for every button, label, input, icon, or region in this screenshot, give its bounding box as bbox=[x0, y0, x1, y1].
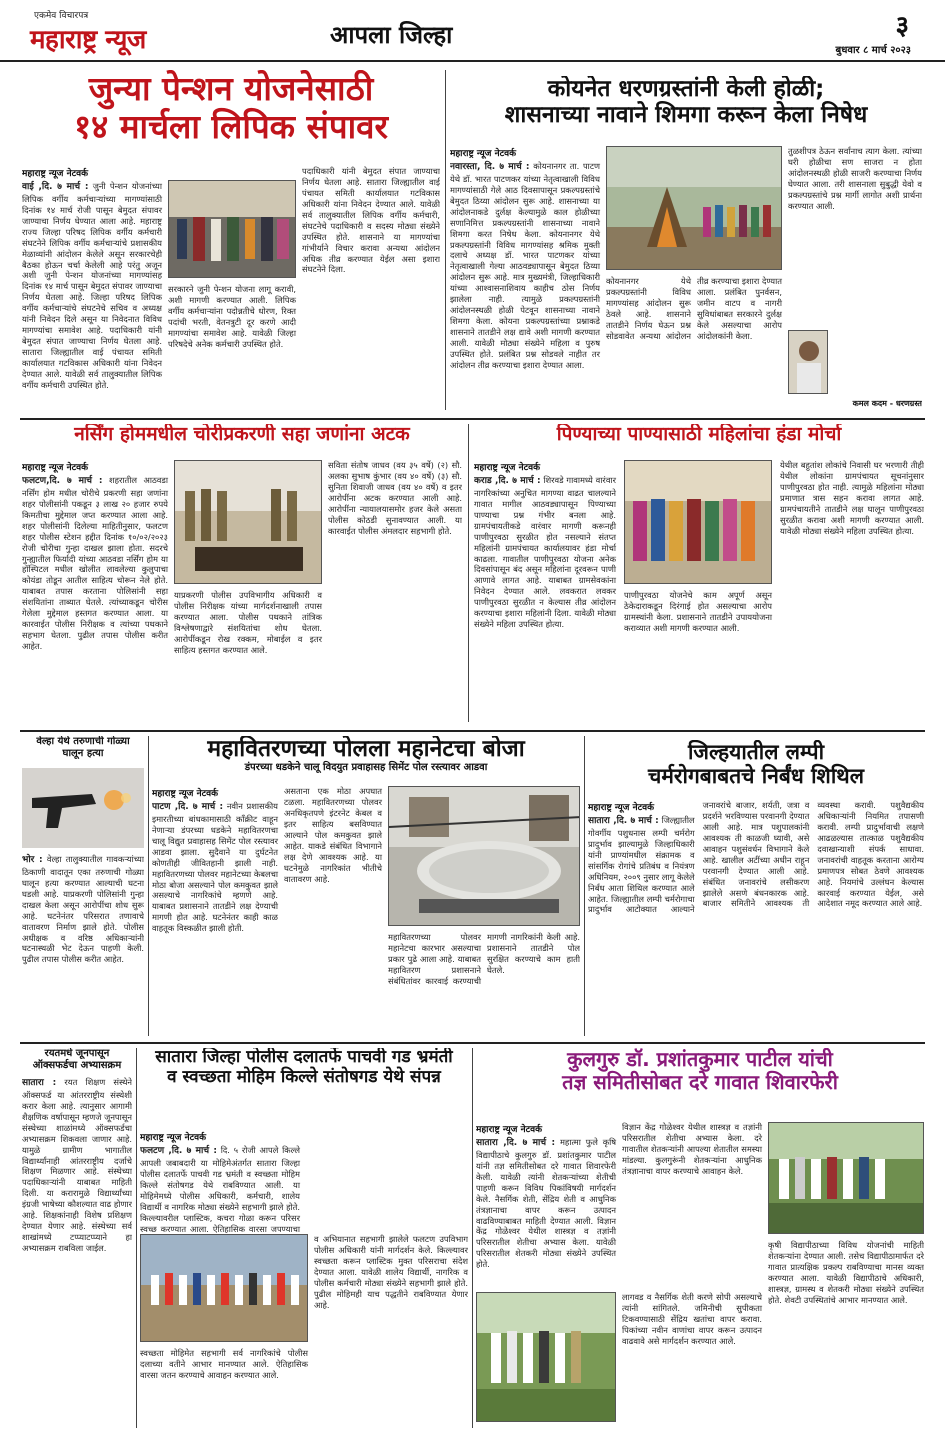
story-body bbox=[152, 801, 278, 934]
story-byline: महाराष्ट्र न्यूज नेटवर्क bbox=[22, 463, 89, 473]
section-divider bbox=[20, 730, 925, 732]
story-headline: कोयनेत धरणग्रस्तांनी केली होळी; bbox=[547, 76, 825, 102]
story-dateline: फलटण,दि. ७ मार्च : bbox=[22, 476, 103, 486]
story-headline: पिण्याच्या पाण्यासाठी महिलांचा हंडा मोर्चा bbox=[556, 424, 842, 445]
story-photo-2 bbox=[476, 1292, 616, 1422]
story-pension-strike bbox=[22, 70, 440, 410]
story-photo bbox=[606, 146, 782, 270]
story-body-continued: कोयनानगर येथे प्रकल्पग्रस्तांनी विविध मागण्यांसह आंदोलन सुरू ठेवले आहे. शासनाने तातडीने निर्णय घेऊन प्रश्न सोडवावेत अन्यथा आंदोलन तीव्र करण्याचा इशारा देण्यात आला. प्रलंबित पुनर्वसन, जमीन वाटप व नागरी सुविधांबाबत सरकारने दुर्लक्ष केले असल्याचा आरोप आंदोलकांनी केला. bbox=[606, 276, 782, 341]
story-body-lower: स्वच्छता मोहिमेत सहभागी सर्व नागरिकांचे पोलीस दलाच्या वतीने आभार मानण्यात आले. ऐतिहासिक वारसा जतन करण्याचे आवाहन करण्यात आले. bbox=[140, 1348, 308, 1380]
story-subheadline: डंपरच्या धडकेने चालू विदयुत प्रवाहासह सिमेंट पोल रस्त्यावर आडवा bbox=[244, 762, 488, 774]
story-dateline: सातारा ,दि. ७ मार्च : bbox=[476, 1138, 556, 1148]
story-headline: जिल्हयातील लम्पी bbox=[687, 740, 825, 764]
story-headline: महावितरणच्या पोलला महानेटचा बोजा bbox=[207, 736, 525, 762]
story-headline-line2: शासनाच्या नावाने शिमगा करून केला निषेध bbox=[504, 102, 868, 129]
story-body-lower: लागवड व नैसर्गिक शेती करणे सोपी असल्याचे त्यांनी सांगितले. जमिनीची सुपीकता टिकवण्यासाठी सेंद्रिय खतांचा वापर करावा. पिकांच्या नवीन वाणांचा वापर करून उत्पादन वाढवावे असे मार्गदर्शन करण्यात आले. bbox=[622, 1292, 762, 1346]
story-headline: जुन्या पेन्शन योजनेसाठी bbox=[88, 70, 374, 108]
story-body bbox=[476, 1137, 616, 1270]
women-protest-photo bbox=[625, 461, 772, 584]
page-number: ३ bbox=[895, 11, 909, 41]
story-photo bbox=[388, 786, 580, 926]
story-body bbox=[22, 854, 144, 1036]
story-dateline: पाटण ,दि. ७ मार्च : bbox=[152, 802, 224, 812]
story-headline: कुलगुरु डॉ. प्रशांतकुमार पाटील यांची bbox=[567, 1048, 833, 1071]
group-photo bbox=[169, 181, 296, 278]
story-headline-line2: व स्वच्छता मोहिम किल्ले संतोषगड येथे संपन्न bbox=[167, 1066, 441, 1087]
story-photo bbox=[768, 1122, 924, 1234]
story-body-text: कोयनानगर ता. पाटण येथे डॉ. भारत पाटणकर यांच्या नेतृत्वाखाली विविध मागण्यांसाठी गेले आठ दिवसापासून प्रकल्पग्रस्तांचे बेमुदत ठिय्या आंदोलन सुरू आहे. शासनाच्या या आंदोलनाकडे दुर्लक्ष केल्यामुळे काल होळीच्या सणानिमित्त प्रकल्पग्रस्तांनी शासनाच्या नावाने शिमगा करत निषेध केला. कोयनानगर येथे प्रकल्पग्रस्तांनी विविध मागण्यांसह श्रमिक मुक्ती दलाचे अध्यक्ष डॉ. भारत पाटणकर यांच्या नेतृत्वाखाली गेल्या आठवड्यापासून बेमुदत ठिय्या आंदोलन सुरू आहे. मात्र मुख्यमंत्री, जिल्हाधिकारी यांच्या आश्वासनाशिवाय काहीच ठोस निर्णय झालेला नाही. त्यामुळे प्रकल्पग्रस्तांनी आंदोलनस्थळी होळी पेटवून शासनाच्या नावाने शिमगा केला. कोयना प्रकल्पग्रस्तांच्या प्रश्नाकडे शासनाने तातडीने लक्ष द्यावे अशी मागणी करण्यात आली. यावेळी मोठ्या संख्येने महिला व पुरुष उपस्थित होते. प्रलंबित प्रश्न सोडवले नाहीत तर आंदोलन तीव्र करण्याचा इशारा देण्यात आला. bbox=[450, 161, 601, 370]
field-visit-photo bbox=[769, 1123, 924, 1234]
story-columns bbox=[588, 800, 924, 1036]
section-divider bbox=[20, 1042, 925, 1044]
story-photo bbox=[624, 460, 772, 584]
story-headline-line2: तज्ञ समितीसोबत दरे गावात शिवारफेरी bbox=[562, 1070, 838, 1094]
story-byline: महाराष्ट्र न्यूज नेटवर्क bbox=[588, 803, 655, 813]
story-vc-field-visit bbox=[476, 1048, 924, 1428]
story-headline: सातारा जिल्हा पोलीस दलातर्फे पाचवी गड भ्रमंती bbox=[155, 1048, 453, 1067]
story-body-continued: महावितरणच्या पोलवर महानेटचा कारभार असल्याचा प्रकार पुढे आला आहे. याबाबत महावितरण प्रशासनाने संबंधितांवर कारवाई करण्याची मागणी नागरिकांनी केली आहे. प्रशासनाने तातडीने पोल सुरक्षित करण्याचे काम हाती घेतले. bbox=[388, 932, 580, 986]
story-byline: महाराष्ट्र न्यूज नेटवर्क bbox=[450, 149, 517, 159]
story-dateline: सातारा : bbox=[22, 1078, 57, 1088]
story-water-morcha bbox=[474, 424, 924, 722]
story-headline: रयतमधे जूनपासून bbox=[44, 1048, 110, 1059]
story-byline: महाराष्ट्र न्यूज नेटवर्क bbox=[140, 1133, 207, 1143]
column-divider bbox=[445, 70, 446, 410]
story-headline: वेल्हा येथे तरुणाची गोळ्या bbox=[36, 736, 130, 747]
story-body-continued: पाणीपुरवठा योजनेचे काम अपूर्ण असून ठेकेदाराकडून दिरंगाई होत असल्याचा आरोप ग्रामस्थांनी केला. प्रशासनाने तातडीने उपाययोजना कराव्यात अशी मागणी करण्यात आली. bbox=[624, 590, 772, 633]
story-body bbox=[22, 181, 162, 391]
story-body-continued: सरकारने जुनी पेन्शन योजना लागू करावी, अशी मागणी करण्यात आली. लिपिक वर्गीय कर्मचाऱ्यांना पदोन्नतीचे धोरण, रिक्त पदांची भरती, वेतनत्रुटी दूर करणे आदी मागण्यांचा समावेश आहे. यावेळी जिल्हा परिषदेचे अनेक कर्मचारी उपस्थित होते. bbox=[168, 284, 296, 349]
police-seizure-photo bbox=[175, 461, 322, 584]
portrait-photo bbox=[789, 331, 828, 394]
story-body-middle: असताना एक मोठा अपघात टळला. महावितरणच्या पोलवर अनधिकृतपणे इंटरनेट केबल व इतर साहित्य बसविण्यात आल्याने पोल कमकुवत झाले आहेत. याकडे संबंधित विभागाने लक्ष देणे आवश्यक आहे. या घटनेमुळे नागरिकांत भीतीचे वातावरण आहे. bbox=[284, 786, 382, 884]
story-dateline: कराड ,दि. ७ मार्च : bbox=[474, 476, 541, 486]
story-headline-line2: १४ मार्चला लिपिक संपावर bbox=[74, 106, 388, 146]
issue-date: बुधवार ८ मार्च २०२३ bbox=[835, 45, 911, 56]
column-divider bbox=[468, 424, 469, 722]
story-body-text: जिल्ह्यातील गोवर्गीय पशुधनास लम्पी चर्मरोग प्रादुर्भाव झाल्यामुळे जिल्हाधिकारी यांनी प्राण्यांमधील संक्रामक व सांसर्गिक रोगांचे प्रतिबंध व नियंत्रण अधिनियम, २००९ नुसार लागू केलेले निर्बंध आता शिथिल करण्यात आले आहेत. जिल्ह्यातील लम्पी चर्मरोगाचा प्रादुर्भाव आटोक्यात आल्याने जनावरांचे बाजार, शर्यती, जत्रा व प्रदर्शने भरविण्यास परवानगी देण्यात आली आहे. मात्र पशुपालकांनी आवश्यक ती काळजी घ्यावी, असे आवाहन पशुसंवर्धन विभागाने केले आहे. bbox=[588, 800, 810, 915]
fort-group-photo bbox=[141, 1235, 308, 1342]
story-body bbox=[450, 161, 600, 371]
story-body-right: पदाधिकारी यांनी बेमुदत संपात जाण्याचा निर्णय घेतला आहे. सातारा जिल्ह्यातील वाई पंचायत समिती कार्यालयात गटविकास अधिकारी यांना निवेदन देण्यात आले. यावेळी सर्व तालुक्यातील लिपिक वर्गीय कर्मचारी, संघटनेचे पदाधिकारी व सदस्य मोठ्या संख्येने उपस्थित होते. शासनाने या मागण्यांचा गांभीर्याने विचार करावा अन्यथा आंदोलन अधिक तीव्र करण्यात येईल असा इशारा संघटनेने दिला. bbox=[302, 166, 440, 275]
story-dateline: फलटण ,दि. ७ मार्च : bbox=[140, 1146, 217, 1156]
story-body-middle: विज्ञान केंद्र गोळेश्वर येथील शास्त्रज्ञ व तज्ञांनी परिसरातील शेतीचा अभ्यास केला. दरे गावातील शेतकऱ्यांनी आपल्या शेतातील समस्या मांडल्या. कुलगुरूंनी शेतकऱ्यांना आधुनिक तंत्रज्ञानाचा वापर करण्याचे आवाहन केले. bbox=[622, 1122, 762, 1176]
story-body-text: वेल्हा तालुक्यातील गावकऱ्यांच्या ठिकाणी वादातून एका तरुणाची गोळ्या घालून हत्या करण्यात आल्याची घटना घडली आहे. याप्रकरणी पोलिसांनी गुन्हा दाखल केला असून आरोपींचा शोध सुरू आहे. घटनेनंतर परिसरात तणावाचे वातावरण निर्माण झाले होते. पोलीस अधीक्षक व वरिष्ठ अधिकाऱ्यांनी घटनास्थळी भेट देऊन पाहणी केली. पुढील तपास पोलीस करीत आहेत. bbox=[22, 854, 144, 965]
holi-bonfire-photo bbox=[607, 147, 782, 270]
story-body-right: कृषी विद्यापीठाच्या विविध योजनांची माहिती शेतकऱ्यांना देण्यात आली. तसेच विद्यापीठामार्फत दरे गावात प्रात्यक्षिक प्रकल्प राबविण्याचा मानस व्यक्त करण्यात आला. यावेळी विद्यापीठाचे अधिकारी, शास्त्रज्ञ, ग्रामस्थ व शेतकरी मोठ्या संख्येने उपस्थित होते. शेवटी उपस्थितांचे आभार मानण्यात आले. bbox=[768, 1240, 924, 1305]
story-koyna-holi bbox=[450, 76, 922, 410]
story-headline: नर्सिंग होममधील चोरीप्रकरणी सहा जणांना अटक bbox=[74, 424, 410, 445]
story-body bbox=[22, 475, 168, 652]
story-headline-line2: ऑक्सफर्डचा अभ्यासक्रम bbox=[32, 1059, 122, 1071]
story-body-text: दि. ५ रोजी आपले किल्ले आपली जबाबदारी या मोहिमेअंतर्गत सातारा जिल्हा पोलीस दलातर्फे पाचवी गड भ्रमंती व स्वच्छता मोहिम किल्ले संतोषगड येथे राबविण्यात आली. या मोहिमेमध्ये पोलीस अधिकारी, कर्मचारी, शालेय विद्यार्थी व नागरिक मोठ्या संख्येने सहभागी झाले होते. किल्ल्यावरील प्लास्टिक, कचरा गोळा करून परिसर स्वच्छ करण्यात आला. ऐतिहासिक वारसा जपण्याचा bbox=[140, 1145, 301, 1234]
story-mahavitaran-pole bbox=[152, 736, 580, 1036]
story-body-right: सविता संतोष जाधव (वय ३५ वर्षे) (२) सौ. अलका सुभाष कुंभार (वय ४० वर्षे) (३) सौ. सुनिता शिवाजी जाधव (वय ४० वर्षे) व इतर आरोपींना अटक करण्यात आली आहे. आरोपींना न्यायालयासमोर हजर केले असता पोलीस कोठडी सुनावण्यात आली. या कारवाईत पोलीस अंमलदार सहभागी होते. bbox=[328, 460, 462, 536]
column-divider bbox=[584, 736, 585, 1036]
story-dateline: वाई ,दि. ७ मार्च : bbox=[22, 182, 89, 192]
protester-portrait bbox=[788, 330, 828, 394]
photo-credit: कमल कदम - धरणग्रस्त bbox=[852, 399, 922, 408]
story-body-text: शिरवडे गावामध्ये वारंवार नागरिकांच्या अनुचित मागण्या वाढत चालल्याने गावात मागील आठवड्यापासून पिण्याच्या पाण्याचा प्रश्न गंभीर बनला आहे. ग्रामपंचायतीकडे वारंवार मागणी करूनही पाणीपुरवठा सुरळीत होत नसल्याने संतप्त महिलांनी ग्रामपंचायत कार्यालयावर हंडा मोर्चा काढला. गावातील पाणीपुरवठा योजना अनेक दिवसांपासून बंद असून महिलांना दूरवरून पाणी आणावे लागत आहे. याबाबत ग्रामसेवकांना निवेदन देण्यात आले. लवकरात लवकर पाणीपुरवठा सुरळीत न केल्यास तीव्र आंदोलन करण्याचा इशारा महिलांनी दिला. यावेळी मोठ्या संख्येने महिला उपस्थित होत्या. bbox=[474, 475, 616, 630]
story-byline: महाराष्ट्र न्यूज नेटवर्क bbox=[152, 789, 219, 799]
story-photo bbox=[174, 460, 322, 584]
story-nursing-theft bbox=[22, 424, 462, 722]
story-byline: महाराष्ट्र न्यूज नेटवर्क bbox=[476, 1125, 543, 1135]
story-body-right: तुळशीपत्र ठेऊन सर्वांनाच त्याग केला. त्यांच्या घरी होळीचा सण साजरा न होता आंदोलनस्थळी होळी साजरी करण्याचा निर्णय घेण्यात आला. तरी शासनाला सुबुद्धी येवो व प्रकल्पग्रस्तांचे प्रश्न मार्गी लागोत अशी प्रार्थना करण्यात आली. bbox=[788, 146, 922, 211]
story-headline-line2: चर्मरोगबाबतचे निर्बंध शिथिल bbox=[648, 764, 864, 789]
section-title: आपला जिल्हा bbox=[330, 21, 453, 49]
brand-logo: महाराष्ट्र न्यूज bbox=[30, 25, 146, 55]
section-divider bbox=[20, 418, 925, 420]
story-dateline: नवारस्ता, दि. ७ मार्च : bbox=[450, 162, 530, 172]
cement-mixer-photo bbox=[389, 787, 580, 926]
story-body-right: येथील बहुतांश लोकांचे निवासी घर भरणारी तीही येथील लोकांना ग्रामपंचायत सूचनांनुसार पाणीपुरवठा होत नाही. त्यामुळे महिलांना मोठ्या प्रमाणात त्रास सहन करावा लागत आहे. ग्रामपंचायतीने तातडीने लक्ष घालून पाणीपुरवठा सुरळीत करावा अशी मागणी करण्यात आली. यावेळी मोठ्या संख्येने महिला उपस्थित होत्या. bbox=[780, 460, 924, 536]
story-body-text: नवीन प्रशासकीय इमारतीच्या बांधकामासाठी काँक्रीट वाहून नेणाऱ्या डंपरच्या धडकेने महावितरणचा चालू विद्युत प्रवाहासह सिमेंट पोल रस्त्यावर आडवा झाला. सुदैवाने या दुर्घटनेत कोणतीही जीवितहानी झाली नाही. महावितरणच्या पोलवर महानेटच्या केबलचा मोठा बोजा असल्याने पोल कमकुवत झाले असल्याचे नागरिकांचे म्हणणे आहे. याबाबत प्रशासनाने तातडीने लक्ष देण्याची मागणी होत आहे. घटनेनंतर काही काळ वाहतूक विस्कळीत झाली होती. bbox=[152, 801, 278, 934]
story-lumpy-relaxed bbox=[588, 740, 924, 1036]
story-body-text: जुनी पेन्शन योजनांच्या लिपिक वर्गीय कर्मचाऱ्यांच्या मागण्यांसाठी दिनांक १४ मार्च रोजी पासून बेमुदत संपावर जाण्याचा निर्णय घेण्यात आला आहे. महाराष्ट्र राज्य जिल्हा परिषद लिपिक वर्गीय कर्मचारी संघटनेने लिपिक वर्गीय कर्मचाऱ्यांचे प्रशासकीय मेळाव्यांनी आंदोलन केलेले असून सरकारचेही बैठका होऊन चर्चा केलेली आहे परंतु अजून अशी जुनी पेन्शन योजनांच्या मागण्यांसह दिनांक १४ मार्च पासून बेमुदत संपावर जाण्याचा निर्णय घेतला आहे. जिल्हा परिषद लिपिक वर्गीय कर्मचाऱ्यांचे संघटनेचे सचिव व अध्यक्ष यांनी निवेदन दिले असून या निवेदनात विविध मागण्यांचा समावेश आहे. पदाधिकारी यांनी बेमुदत संपात जाण्याचा निर्णय घेतला आहे. सातारा जिल्ह्यातील वाई पंचायत समिती कार्यालयात गटविकास अधिकारी यांना निवेदन देण्यात आले. यावेळी सर्व तालुक्यातील लिपिक वर्गीय कर्मचारी उपस्थित होते. bbox=[22, 181, 162, 390]
story-body bbox=[474, 475, 616, 630]
story-police-fort bbox=[140, 1048, 468, 1428]
story-body-text: महात्मा फुले कृषि विद्यापीठाचे कुलगुरु डॉ. प्रशांतकुमार पाटील यांनी तज्ञ समितीसोबत दरे गावात शिवारफेरी केली. यावेळी त्यांनी शेतकऱ्यांच्या शेतीची पाहणी करून विविध पिकांविषयी मार्गदर्शन केले. नैसर्गिक शेती, सेंद्रिय शेती व आधुनिक तंत्रज्ञानाचा वापर करून उत्पादन वाढविण्याबाबत माहिती देण्यात आली. विज्ञान केंद्र गोळेश्वर येथील शास्त्रज्ञ व तज्ञांनी परिसरातील शेतीचा अभ्यास केला. यावेळी परिसरातील शेतकरी मोठ्या संख्येने उपस्थित होते. bbox=[476, 1137, 617, 1270]
masthead bbox=[0, 0, 945, 62]
story-dateline: सातारा ,दि. ७ मार्च : bbox=[588, 816, 659, 826]
story-body: सातारा ,दि. ७ मार्च : जिल्ह्यातील गोवर्गीय पशुधनास लम्पी चर्मरोग प्रादुर्भाव झाल्यामुळे जिल्हाधिकारी यांनी प्राण्यांमधील संक्रामक व सांसर्गिक रोगांचे प्रतिबंध व नियंत्रण अधिनियम, २००९ नुसार लागू केलेले निर्बंध आता शिथिल करण्यात आले आहेत. जिल्ह्यातील लम्पी चर्मरोगाचा प्रादुर्भाव आटोक्यात आल्याने जनावरांचे बाजार, शर्यती, जत्रा व प्रदर्शने भरविण्यास परवानगी देण्यात आली आहे. मात्र पशुपालकांनी आवश्यक ती काळजी घ्यावी, असे आवाहन पशुसंवर्धन विभागाने केले आहे. खालील अटींच्या अधीन राहून परवानगी देण्यात आली आहे. संबंधित जनावरांचे लसीकरण झालेले असणे बंधनकारक आहे. बाजार समितीने आवश्यक ती व्यवस्था करावी. पशुवैद्यकीय अधिकाऱ्यांनी नियमित तपासणी करावी. लम्पी प्रादुर्भावाची लक्षणे आढळल्यास तात्काळ पशुवैद्यकीय दवाखान्याशी संपर्क साधावा. जनावरांची वाहतूक करताना आरोग्य प्रमाणपत्र सोबत ठेवणे आवश्यक आहे. नियमांचे उल्लंघन केल्यास कारवाई करण्यात येईल, असे आदेशात नमूद करण्यात आले आहे. bbox=[588, 800, 924, 915]
story-dateline: भोर : bbox=[22, 855, 43, 865]
story-byline: महाराष्ट्र न्यूज नेटवर्क bbox=[474, 463, 541, 473]
farm-inspection-photo bbox=[477, 1293, 616, 1422]
story-rayat-oxford bbox=[22, 1048, 132, 1428]
story-byline: महाराष्ट्र न्यूज नेटवर्क bbox=[22, 169, 89, 179]
story-body-continued: व अभियानात सहभागी झालेले फलटण उपविभाग पोलीस अधिकारी यांनी मार्गदर्शन केले. किल्ल्यावर स्वच्छता करून प्लास्टिक मुक्त परिसराचा संदेश देण्यात आला. यावेळी शालेय विद्यार्थी, नागरिक व पोलीस कर्मचारी मोठ्या संख्येने सहभागी झाले होते. पुढील मोहिमही याच पद्धतीने राबविण्यात येणार आहे. bbox=[314, 1234, 468, 1310]
story-body-continued: याप्रकरणी पोलीस उपविभागीय अधिकारी व पोलीस निरीक्षक यांच्या मार्गदर्शनाखाली तपास करण्यात आला. पोलीस पथकाने तांत्रिक विश्लेषणाद्वारे संशयितांचा शोध घेतला. आरोपींकडून रोख रक्कम, मोबाईल व इतर साहित्य हस्तगत करण्यात आले. bbox=[174, 590, 322, 655]
story-body-text: शहरातील आठवडा नर्सिंग होम मधील चोरीचे प्रकरणी सहा जणांना शहर पोलीसांनी पकडून ३ लाख २० हजार रुपये किमतीचा मुद्देमाल जप्त करण्यात आला आहे. शहर पोलीसांनी दिलेल्या माहितीनुसार, फलटण शहर पोलीस स्टेशन हद्दीत दिनांक १०/०२/२०२३ रोजी चोरीचा गुन्हा दाखल झाला होता. सदरचे गुन्ह्यातील फिर्यादी यांच्या आठवडा नर्सिंग होम या हॉस्पिटल मधील खोलीत लावलेल्या कुलुपाचा कोयंडा तोडून आतील साहित्य चोरून नेले होते. याबाबत तपास करताना पोलिसांनी सहा संशयितांना ताब्यात घेतले. त्यांच्याकडून चोरीस गेलेला मुद्देमाल हस्तगत करण्यात आला. या कारवाईत पोलीस निरीक्षक व त्यांच्या पथकाने सहभाग घेतला. पुढील तपास पोलीस करीत आहेत. bbox=[22, 475, 168, 651]
pistol-icon bbox=[22, 768, 144, 848]
brand-tagline: एकमेव विचारपत्र bbox=[34, 11, 89, 21]
column-divider bbox=[472, 1048, 473, 1428]
story-photo bbox=[168, 180, 296, 278]
story-body: सातारा : रयत शिक्षण संस्थेने ऑक्सफर्ड या आंतरराष्ट्रीय संस्थेशी करार केला आहे. त्यानुसार आगामी शैक्षणिक वर्षापासून म्हणजे जूनपासून संस्थेच्या शाळांमध्ये ऑक्सफर्डचा अभ्यासक्रम शिकवला जाणार आहे. यामुळे ग्रामीण भागातील विद्यार्थ्यांनाही आंतरराष्ट्रीय दर्जाचे शिक्षण मिळणार आहे. संस्थेच्या पदाधिकाऱ्यांनी याबाबत माहिती दिली. या करारामुळे विद्यार्थ्यांच्या इंग्रजी भाषेच्या कौशल्यात वाढ होणार आहे. शिक्षकांनाही विशेष प्रशिक्षण देण्यात येणार आहे. संस्थेच्या सर्व शाखांमध्ये टप्प्याटप्प्याने हा अभ्यासक्रम राबविला जाईल. bbox=[22, 1077, 132, 1253]
story-headline-line2: घालून हत्या bbox=[62, 747, 104, 759]
column-divider bbox=[136, 1048, 137, 1428]
story-body-text: रयत शिक्षण संस्थेने ऑक्सफर्ड या आंतरराष्ट्रीय संस्थेशी करार केला आहे. त्यानुसार आगामी शैक्षणिक वर्षापासून म्हणजे जूनपासून संस्थेच्या शाळांमध्ये ऑक्सफर्डचा अभ्यासक्रम शिकवला जाणार आहे. यामुळे ग्रामीण भागातील विद्यार्थ्यांनाही आंतरराष्ट्रीय दर्जाचे शिक्षण मिळणार आहे. संस्थेच्या पदाधिकाऱ्यांनी याबाबत माहिती दिली. bbox=[22, 1077, 132, 1199]
story-velha-shooting bbox=[22, 736, 144, 1036]
column-divider bbox=[148, 736, 149, 1036]
pistol-image bbox=[22, 768, 144, 848]
story-photo bbox=[140, 1234, 308, 1342]
